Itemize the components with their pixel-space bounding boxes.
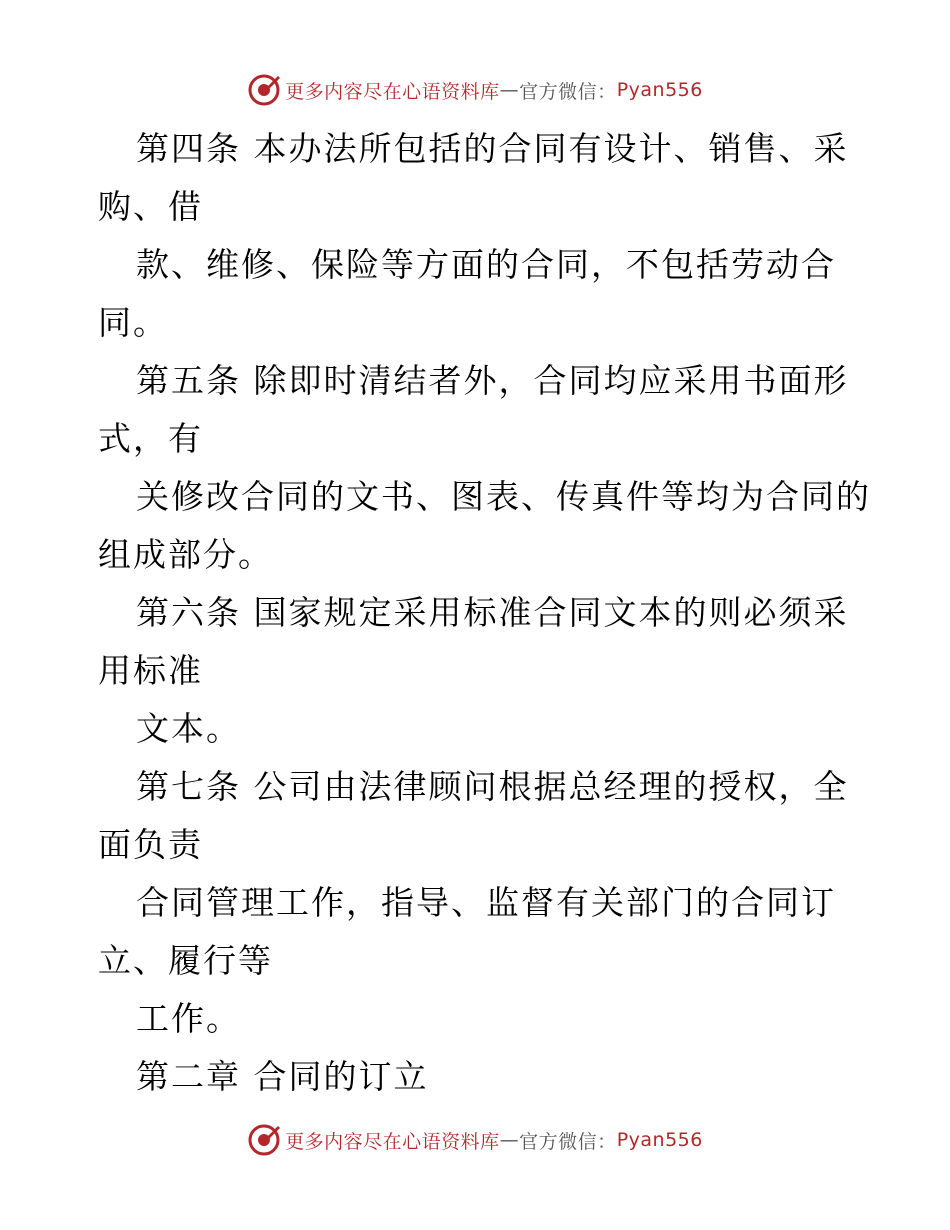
footer-banner bbox=[0, 1122, 950, 1158]
text-line: 组成部分。 bbox=[98, 535, 273, 574]
text-line: 工作。 bbox=[136, 999, 241, 1038]
text-line: 面负责 bbox=[98, 825, 203, 864]
banner-dash: — bbox=[499, 1129, 520, 1151]
text-line: 第五条 除即时清结者外，合同均应采用书面形 bbox=[136, 361, 849, 400]
text-line: 同。 bbox=[98, 303, 168, 342]
text-line: 关修改合同的文书、图表、传真件等均为合同的 bbox=[136, 477, 871, 516]
document-body bbox=[98, 120, 871, 1106]
logo-icon bbox=[247, 73, 281, 107]
text-line: 立、履行等 bbox=[98, 941, 273, 980]
banner-text-main: 更多内容尽在心语资料库 bbox=[285, 1130, 500, 1153]
banner-account: Pyan556 bbox=[616, 1129, 703, 1151]
text-line: 文本。 bbox=[136, 709, 241, 748]
banner-text-grey: 官方微信： bbox=[519, 1130, 617, 1153]
banner-text-grey: 官方微信： bbox=[519, 80, 617, 103]
text-line: 合同管理工作，指导、监督有关部门的合同订 bbox=[136, 883, 836, 922]
text-line: 第二章 合同的订立 bbox=[136, 1057, 429, 1096]
text-line: 款、维修、保险等方面的合同，不包括劳动合 bbox=[136, 245, 836, 284]
banner-account: Pyan556 bbox=[616, 79, 703, 101]
logo-icon bbox=[247, 1123, 281, 1157]
banner-dash: — bbox=[499, 79, 520, 101]
banner-text-main: 更多内容尽在心语资料库 bbox=[285, 80, 500, 103]
text-line: 式，有 bbox=[98, 419, 203, 458]
text-line: 第四条 本办法所包括的合同有设计、销售、采 bbox=[136, 129, 849, 168]
text-line: 第六条 国家规定采用标准合同文本的则必须采 bbox=[136, 593, 849, 632]
text-line: 用标准 bbox=[98, 651, 203, 690]
header-banner bbox=[0, 72, 950, 108]
text-line: 购、借 bbox=[98, 187, 203, 226]
text-line: 第七条 公司由法律顾问根据总经理的授权，全 bbox=[136, 767, 849, 806]
